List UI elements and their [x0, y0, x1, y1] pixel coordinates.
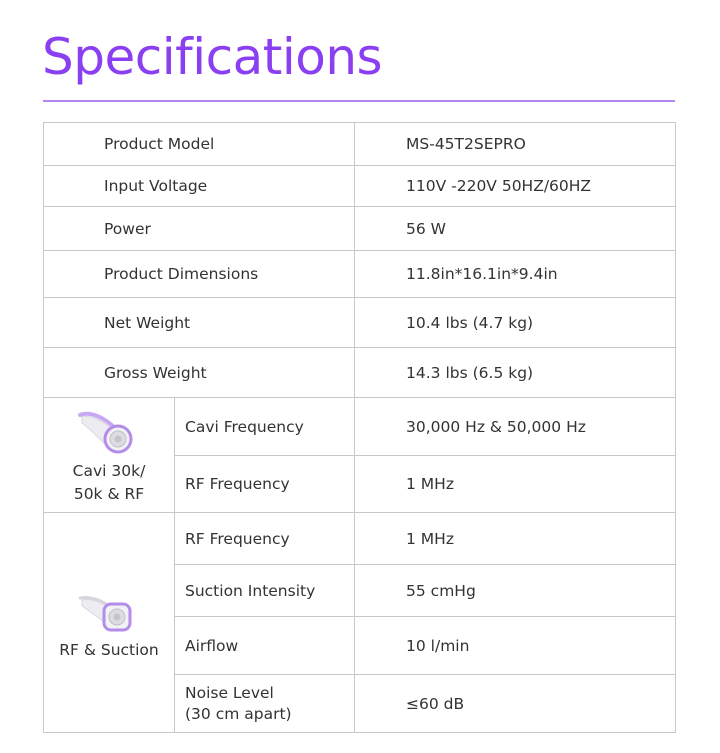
spec-label: Cavi Frequency: [175, 398, 355, 456]
spec-label-multiline: [175, 675, 355, 733]
spec-label-line1: Noise Level: [185, 683, 274, 702]
table-row: [44, 398, 676, 456]
table-row: [44, 298, 676, 348]
specifications-table: [43, 122, 676, 733]
rf-suction-handpiece-icon: [74, 584, 144, 636]
spec-label: Gross Weight: [44, 348, 355, 398]
page-title: Specifications: [42, 28, 383, 86]
spec-value: 1 MHz: [355, 513, 676, 565]
group-name-line1: Cavi 30k/: [72, 462, 146, 480]
group-cell-cavitation: [44, 398, 175, 513]
table-row: [44, 207, 676, 251]
spec-value: 56 W: [355, 207, 676, 251]
spec-label-line2: (30 cm apart): [185, 704, 292, 723]
title-divider: [43, 100, 675, 102]
spec-label: Product Model: [44, 123, 355, 166]
spec-label: Input Voltage: [44, 166, 355, 207]
spec-label: Net Weight: [44, 298, 355, 348]
group-name: RF & Suction: [59, 641, 159, 659]
spec-label: Power: [44, 207, 355, 251]
table-row: [44, 166, 676, 207]
spec-value: 55 cmHg: [355, 565, 676, 617]
spec-value: 1 MHz: [355, 456, 676, 513]
spec-value: ≤60 dB: [355, 675, 676, 733]
spec-value: 11.8in*16.1in*9.4in: [355, 251, 676, 298]
spec-label: Product Dimensions: [44, 251, 355, 298]
spec-label: RF Frequency: [175, 456, 355, 513]
spec-value: 10 l/min: [355, 617, 676, 675]
table-row: [44, 251, 676, 298]
spec-value: MS-45T2SEPRO: [355, 123, 676, 166]
table-row: [44, 513, 676, 565]
table-row: [44, 123, 676, 166]
group-cell-rf-suction: [44, 513, 175, 733]
spec-label: Airflow: [175, 617, 355, 675]
spec-value: 10.4 lbs (4.7 kg): [355, 298, 676, 348]
spec-label: RF Frequency: [175, 513, 355, 565]
group-name-line2: 50k & RF: [73, 485, 145, 503]
spec-value: 30,000 Hz & 50,000 Hz: [355, 398, 676, 456]
spec-value: 110V -220V 50HZ/60HZ: [355, 166, 676, 207]
cavitation-handpiece-icon: [74, 405, 144, 457]
spec-value: 14.3 lbs (6.5 kg): [355, 348, 676, 398]
table-row: [44, 348, 676, 398]
spec-label: Suction Intensity: [175, 565, 355, 617]
